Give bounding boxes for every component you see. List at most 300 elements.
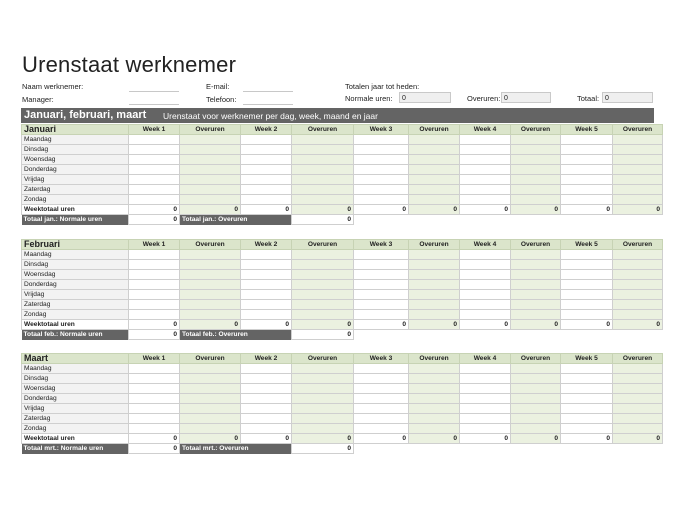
hours-cell[interactable] (561, 404, 613, 414)
page-title: Urenstaat werknemer (22, 52, 237, 77)
hours-cell[interactable] (241, 260, 292, 270)
hours-cell[interactable] (241, 280, 292, 290)
ytd-overtime-value[interactable]: 0 (501, 92, 551, 103)
hours-cell[interactable] (460, 165, 511, 175)
overtime-cell[interactable] (409, 384, 460, 394)
overtime-cell[interactable] (180, 310, 241, 320)
overtime-cell[interactable] (180, 364, 241, 374)
hours-cell[interactable] (354, 310, 409, 320)
overtime-cell[interactable] (292, 155, 354, 165)
overtime-cell[interactable] (511, 270, 561, 280)
ytd-total-value[interactable]: 0 (602, 92, 653, 103)
column-header: Overuren (409, 240, 460, 250)
overtime-cell[interactable] (511, 424, 561, 434)
hours-cell[interactable] (460, 404, 511, 414)
hours-cell[interactable] (129, 280, 180, 290)
week-total-value: 0 (292, 434, 354, 444)
overtime-cell[interactable] (613, 424, 663, 434)
overtime-cell[interactable] (511, 404, 561, 414)
hours-cell[interactable] (561, 384, 613, 394)
overtime-cell[interactable] (613, 394, 663, 404)
week-total-value: 0 (511, 320, 561, 330)
overtime-cell[interactable] (409, 374, 460, 384)
overtime-cell[interactable] (180, 185, 241, 195)
week-total-value: 0 (129, 205, 180, 215)
overtime-cell[interactable] (180, 374, 241, 384)
hours-cell[interactable] (460, 185, 511, 195)
phone-label: Telefoon: (206, 95, 237, 104)
column-header: Overuren (511, 354, 561, 364)
overtime-cell[interactable] (511, 145, 561, 155)
column-header: Week 2 (241, 354, 292, 364)
overtime-cell[interactable] (613, 155, 663, 165)
overtime-cell[interactable] (292, 195, 354, 205)
overtime-cell[interactable] (613, 364, 663, 374)
hours-cell[interactable] (460, 280, 511, 290)
day-label: Zondag (22, 195, 129, 205)
overtime-cell[interactable] (409, 260, 460, 270)
week-total-value: 0 (561, 434, 613, 444)
hours-cell[interactable] (561, 424, 613, 434)
overtime-cell[interactable] (180, 165, 241, 175)
month-overtime-value: 0 (292, 330, 354, 340)
overtime-cell[interactable] (613, 384, 663, 394)
column-header: Overuren (180, 354, 241, 364)
overtime-cell[interactable] (292, 145, 354, 155)
hours-cell[interactable] (354, 185, 409, 195)
hours-cell[interactable] (129, 165, 180, 175)
month-overtime-value: 0 (292, 444, 354, 454)
overtime-cell[interactable] (292, 290, 354, 300)
hours-cell[interactable] (129, 394, 180, 404)
overtime-cell[interactable] (409, 270, 460, 280)
hours-cell[interactable] (129, 260, 180, 270)
overtime-cell[interactable] (180, 260, 241, 270)
week-total-value: 0 (180, 434, 241, 444)
hours-cell[interactable] (354, 414, 409, 424)
hours-cell[interactable] (129, 135, 180, 145)
hours-cell[interactable] (354, 404, 409, 414)
overtime-cell[interactable] (409, 310, 460, 320)
overtime-cell[interactable] (292, 414, 354, 424)
overtime-cell[interactable] (292, 250, 354, 260)
overtime-cell[interactable] (511, 175, 561, 185)
hours-cell[interactable] (354, 270, 409, 280)
week-total-value: 0 (613, 320, 663, 330)
overtime-cell[interactable] (292, 404, 354, 414)
hours-cell[interactable] (460, 310, 511, 320)
hours-cell[interactable] (129, 145, 180, 155)
month-table-januari (21, 124, 663, 225)
overtime-cell[interactable] (511, 290, 561, 300)
hours-cell[interactable] (561, 290, 613, 300)
overtime-cell[interactable] (180, 195, 241, 205)
table-row (22, 414, 663, 424)
overtime-cell[interactable] (409, 290, 460, 300)
hours-cell[interactable] (460, 384, 511, 394)
hours-cell[interactable] (241, 270, 292, 280)
hours-cell[interactable] (354, 175, 409, 185)
hours-cell[interactable] (354, 394, 409, 404)
week-total-label: Weektotaal uren (22, 434, 129, 444)
overtime-cell[interactable] (180, 424, 241, 434)
overtime-cell[interactable] (613, 165, 663, 175)
day-label: Vrijdag (22, 175, 129, 185)
summary-spacer (354, 215, 663, 225)
overtime-cell[interactable] (292, 280, 354, 290)
hours-cell[interactable] (460, 270, 511, 280)
table-row (22, 364, 663, 374)
column-header: Week 3 (354, 240, 409, 250)
table-row (22, 165, 663, 175)
hours-cell[interactable] (354, 424, 409, 434)
week-total-value: 0 (292, 205, 354, 215)
hours-cell[interactable] (354, 364, 409, 374)
hours-cell[interactable] (561, 280, 613, 290)
hours-cell[interactable] (241, 195, 292, 205)
month-overtime-label: Totaal mrt.: Overuren (180, 444, 292, 454)
hours-cell[interactable] (561, 155, 613, 165)
week-total-value: 0 (460, 320, 511, 330)
overtime-cell[interactable] (292, 300, 354, 310)
month-normal-hours-value: 0 (129, 444, 180, 454)
table-row (22, 135, 663, 145)
overtime-cell[interactable] (511, 364, 561, 374)
day-label: Zaterdag (22, 300, 129, 310)
table-row (22, 155, 663, 165)
hours-cell[interactable] (129, 424, 180, 434)
column-header: Overuren (292, 125, 354, 135)
hours-cell[interactable] (241, 165, 292, 175)
overtime-cell[interactable] (409, 424, 460, 434)
hours-cell[interactable] (354, 135, 409, 145)
day-label: Maandag (22, 135, 129, 145)
hours-cell[interactable] (460, 394, 511, 404)
table-row (22, 374, 663, 384)
overtime-cell[interactable] (613, 250, 663, 260)
column-header: Overuren (613, 125, 663, 135)
hours-cell[interactable] (354, 300, 409, 310)
hours-cell[interactable] (460, 290, 511, 300)
overtime-cell[interactable] (409, 280, 460, 290)
overtime-cell[interactable] (180, 404, 241, 414)
hours-cell[interactable] (241, 404, 292, 414)
hours-cell[interactable] (241, 185, 292, 195)
employee-name-field[interactable] (129, 91, 179, 92)
overtime-cell[interactable] (180, 394, 241, 404)
day-label: Woensdag (22, 270, 129, 280)
overtime-cell[interactable] (292, 135, 354, 145)
hours-cell[interactable] (129, 310, 180, 320)
week-total-value: 0 (511, 434, 561, 444)
quarter-subtitle: Urenstaat voor werknemer per dag, week, maand en jaar (163, 111, 378, 121)
hours-cell[interactable] (354, 195, 409, 205)
overtime-cell[interactable] (409, 300, 460, 310)
summary-spacer (354, 330, 663, 340)
table-row (22, 290, 663, 300)
summary-spacer (354, 444, 663, 454)
overtime-cell[interactable] (292, 260, 354, 270)
hours-cell[interactable] (129, 185, 180, 195)
hours-cell[interactable] (561, 364, 613, 374)
overtime-cell[interactable] (613, 290, 663, 300)
hours-cell[interactable] (129, 300, 180, 310)
hours-cell[interactable] (241, 135, 292, 145)
column-header: Week 5 (561, 240, 613, 250)
overtime-cell[interactable] (409, 155, 460, 165)
overtime-cell[interactable] (180, 300, 241, 310)
hours-cell[interactable] (129, 250, 180, 260)
hours-cell[interactable] (460, 364, 511, 374)
overtime-cell[interactable] (180, 135, 241, 145)
manager-field[interactable] (129, 104, 179, 105)
overtime-cell[interactable] (511, 300, 561, 310)
hours-cell[interactable] (241, 374, 292, 384)
overtime-cell[interactable] (292, 364, 354, 374)
hours-cell[interactable] (129, 290, 180, 300)
column-header: Week 4 (460, 354, 511, 364)
column-header: Overuren (292, 354, 354, 364)
hours-cell[interactable] (241, 155, 292, 165)
month-name: Januari (22, 125, 129, 135)
overtime-cell[interactable] (180, 414, 241, 424)
hours-cell[interactable] (354, 290, 409, 300)
week-total-value: 0 (241, 434, 292, 444)
hours-cell[interactable] (129, 414, 180, 424)
hours-cell[interactable] (561, 165, 613, 175)
week-total-value: 0 (354, 320, 409, 330)
overtime-cell[interactable] (409, 414, 460, 424)
column-header: Overuren (511, 240, 561, 250)
hours-cell[interactable] (561, 195, 613, 205)
hours-cell[interactable] (460, 300, 511, 310)
overtime-cell[interactable] (409, 364, 460, 374)
overtime-cell[interactable] (180, 250, 241, 260)
hours-cell[interactable] (354, 280, 409, 290)
overtime-cell[interactable] (511, 165, 561, 175)
column-header: Week 2 (241, 240, 292, 250)
hours-cell[interactable] (241, 364, 292, 374)
hours-cell[interactable] (354, 250, 409, 260)
overtime-cell[interactable] (180, 155, 241, 165)
hours-cell[interactable] (129, 195, 180, 205)
month-name: Maart (22, 354, 129, 364)
overtime-cell[interactable] (180, 384, 241, 394)
hours-cell[interactable] (241, 414, 292, 424)
overtime-cell[interactable] (613, 195, 663, 205)
hours-cell[interactable] (354, 260, 409, 270)
hours-cell[interactable] (241, 424, 292, 434)
overtime-cell[interactable] (511, 310, 561, 320)
overtime-cell[interactable] (613, 414, 663, 424)
overtime-cell[interactable] (292, 175, 354, 185)
overtime-cell[interactable] (613, 374, 663, 384)
week-total-value: 0 (460, 434, 511, 444)
overtime-cell[interactable] (511, 155, 561, 165)
hours-cell[interactable] (460, 260, 511, 270)
hours-cell[interactable] (460, 135, 511, 145)
table-row (22, 185, 663, 195)
overtime-cell[interactable] (511, 185, 561, 195)
overtime-cell[interactable] (613, 175, 663, 185)
overtime-cell[interactable] (511, 280, 561, 290)
overtime-cell[interactable] (613, 310, 663, 320)
month-overtime-label: Totaal feb.: Overuren (180, 330, 292, 340)
overtime-cell[interactable] (511, 384, 561, 394)
overtime-cell[interactable] (409, 250, 460, 260)
hours-cell[interactable] (561, 145, 613, 155)
hours-cell[interactable] (561, 414, 613, 424)
hours-cell[interactable] (460, 424, 511, 434)
overtime-cell[interactable] (511, 135, 561, 145)
column-header: Week 4 (460, 125, 511, 135)
week-total-value: 0 (354, 434, 409, 444)
overtime-cell[interactable] (409, 145, 460, 155)
hours-cell[interactable] (241, 300, 292, 310)
overtime-cell[interactable] (409, 404, 460, 414)
week-total-value: 0 (354, 205, 409, 215)
week-total-value: 0 (561, 320, 613, 330)
hours-cell[interactable] (460, 195, 511, 205)
hours-cell[interactable] (460, 155, 511, 165)
week-total-value: 0 (409, 320, 460, 330)
overtime-cell[interactable] (511, 394, 561, 404)
column-header: Week 3 (354, 354, 409, 364)
hours-cell[interactable] (561, 270, 613, 280)
hours-cell[interactable] (561, 374, 613, 384)
hours-cell[interactable] (561, 185, 613, 195)
overtime-cell[interactable] (292, 165, 354, 175)
hours-cell[interactable] (129, 155, 180, 165)
hours-cell[interactable] (460, 414, 511, 424)
hours-cell[interactable] (241, 394, 292, 404)
hours-cell[interactable] (561, 175, 613, 185)
column-header: Week 3 (354, 125, 409, 135)
month-overtime-label: Totaal jan.: Overuren (180, 215, 292, 225)
hours-cell[interactable] (561, 300, 613, 310)
overtime-cell[interactable] (613, 185, 663, 195)
hours-cell[interactable] (561, 250, 613, 260)
overtime-cell[interactable] (180, 270, 241, 280)
overtime-cell[interactable] (409, 394, 460, 404)
overtime-cell[interactable] (409, 185, 460, 195)
overtime-cell[interactable] (613, 135, 663, 145)
hours-cell[interactable] (241, 310, 292, 320)
hours-cell[interactable] (129, 404, 180, 414)
day-label: Woensdag (22, 155, 129, 165)
overtime-cell[interactable] (292, 185, 354, 195)
column-header: Week 1 (129, 125, 180, 135)
month-overtime-value: 0 (292, 215, 354, 225)
overtime-cell[interactable] (180, 175, 241, 185)
hours-cell[interactable] (241, 290, 292, 300)
overtime-cell[interactable] (511, 195, 561, 205)
overtime-cell[interactable] (613, 280, 663, 290)
overtime-cell[interactable] (292, 424, 354, 434)
email-field[interactable] (243, 91, 293, 92)
overtime-cell[interactable] (613, 404, 663, 414)
overtime-cell[interactable] (292, 310, 354, 320)
hours-cell[interactable] (354, 155, 409, 165)
hours-cell[interactable] (129, 175, 180, 185)
overtime-cell[interactable] (613, 260, 663, 270)
overtime-cell[interactable] (180, 145, 241, 155)
hours-cell[interactable] (460, 250, 511, 260)
overtime-cell[interactable] (292, 394, 354, 404)
hours-cell[interactable] (241, 145, 292, 155)
overtime-cell[interactable] (511, 250, 561, 260)
week-total-value: 0 (613, 434, 663, 444)
hours-cell[interactable] (129, 384, 180, 394)
hours-cell[interactable] (561, 135, 613, 145)
overtime-cell[interactable] (613, 300, 663, 310)
hours-cell[interactable] (561, 394, 613, 404)
overtime-cell[interactable] (292, 384, 354, 394)
hours-cell[interactable] (354, 384, 409, 394)
hours-cell[interactable] (561, 260, 613, 270)
hours-cell[interactable] (460, 374, 511, 384)
hours-cell[interactable] (460, 145, 511, 155)
day-label: Woensdag (22, 384, 129, 394)
overtime-cell[interactable] (613, 270, 663, 280)
overtime-cell[interactable] (409, 195, 460, 205)
month-normal-hours-value: 0 (129, 330, 180, 340)
hours-cell[interactable] (129, 364, 180, 374)
quarter-title: Januari, februari, maart (24, 109, 147, 121)
overtime-cell[interactable] (409, 175, 460, 185)
overtime-cell[interactable] (511, 414, 561, 424)
table-row (22, 394, 663, 404)
ytd-normal-hours-value[interactable]: 0 (399, 92, 451, 103)
week-total-value: 0 (511, 205, 561, 215)
overtime-cell[interactable] (180, 280, 241, 290)
table-row (22, 300, 663, 310)
table-row (22, 175, 663, 185)
hours-cell[interactable] (354, 145, 409, 155)
overtime-cell[interactable] (409, 165, 460, 175)
day-label: Zondag (22, 310, 129, 320)
hours-cell[interactable] (129, 270, 180, 280)
day-label: Vrijdag (22, 404, 129, 414)
overtime-cell[interactable] (511, 374, 561, 384)
hours-cell[interactable] (354, 374, 409, 384)
month-table-februari (21, 239, 663, 340)
overtime-cell[interactable] (613, 145, 663, 155)
phone-field[interactable] (243, 104, 293, 105)
overtime-cell[interactable] (511, 260, 561, 270)
week-total-label: Weektotaal uren (22, 320, 129, 330)
week-total-value: 0 (613, 205, 663, 215)
overtime-cell[interactable] (292, 374, 354, 384)
hours-cell[interactable] (241, 384, 292, 394)
hours-cell[interactable] (241, 250, 292, 260)
hours-cell[interactable] (241, 175, 292, 185)
overtime-cell[interactable] (409, 135, 460, 145)
week-total-value: 0 (241, 320, 292, 330)
hours-cell[interactable] (460, 175, 511, 185)
overtime-cell[interactable] (180, 290, 241, 300)
hours-cell[interactable] (561, 310, 613, 320)
month-normal-hours-label: Totaal feb.: Normale uren (22, 330, 129, 340)
table-row (22, 280, 663, 290)
month-table-maart (21, 353, 663, 454)
ytd-overtime-label: Overuren: (467, 94, 501, 103)
column-header: Week 5 (561, 354, 613, 364)
overtime-cell[interactable] (292, 270, 354, 280)
hours-cell[interactable] (129, 374, 180, 384)
column-header: Week 1 (129, 240, 180, 250)
hours-cell[interactable] (354, 165, 409, 175)
